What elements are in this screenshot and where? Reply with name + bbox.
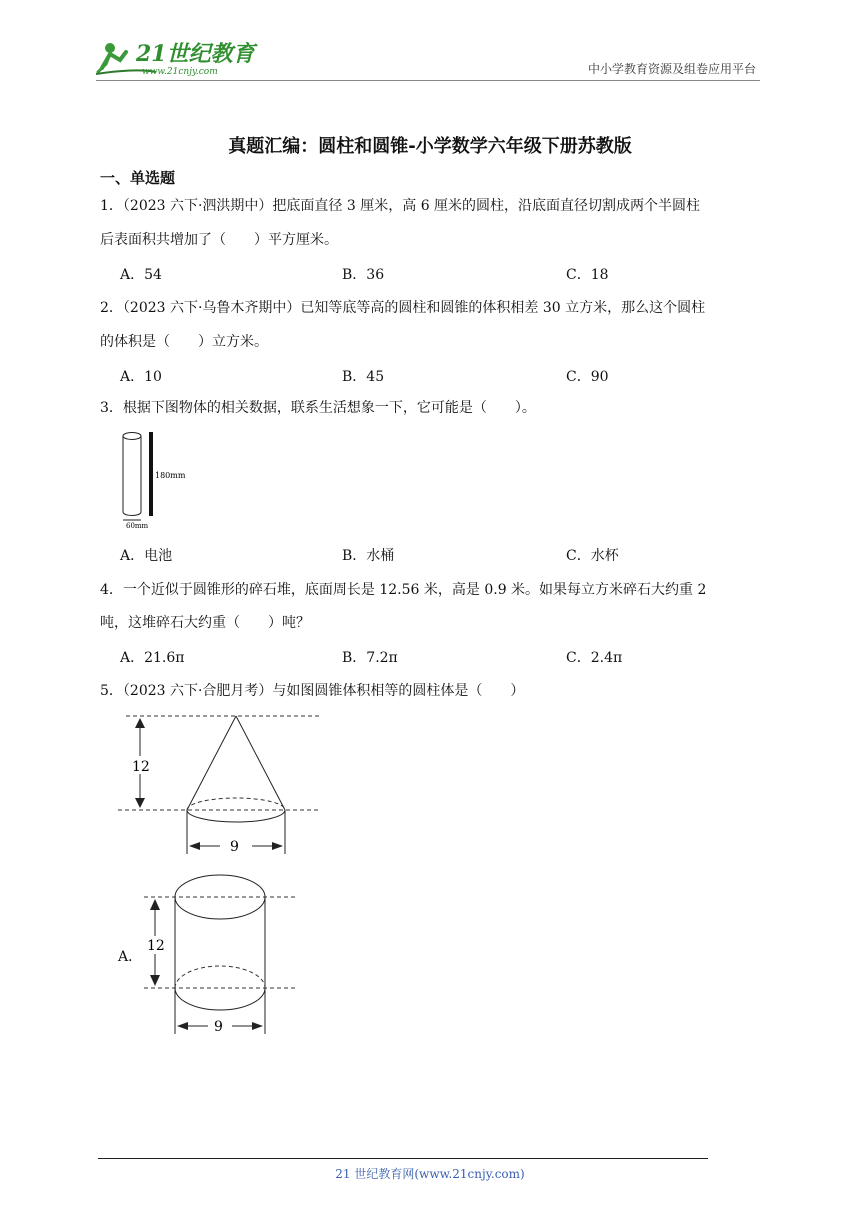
q3-option-a: A．电池: [120, 548, 173, 564]
header-divider: [96, 80, 760, 81]
q5-option-a-cylinder-figure: [140, 868, 300, 1042]
logo-url: www.21cnjy.com: [142, 67, 218, 77]
q3-line1: 3．根据下图物体的相关数据，联系生活想象一下，它可能是（ ）。: [100, 400, 536, 416]
q1-option-b: B．36: [342, 267, 385, 283]
q3-option-b: B．水桶: [342, 548, 395, 564]
q3-height-label: 180mm: [155, 471, 186, 480]
logo-text: 21世纪教育: [136, 41, 255, 67]
q1-option-a: A．54: [120, 267, 162, 283]
q1-line2: 后表面积共增加了（ ）平方厘米。: [100, 232, 338, 248]
q5-line1: 5．（2023 六下·合肥月考）与如图圆锥体积相等的圆柱体是（ ）: [100, 683, 525, 699]
q2-line2: 的体积是（ ）立方米。: [100, 334, 268, 350]
q4-option-a: A．21.6π: [120, 650, 185, 666]
q3-cylinder-figure: [116, 428, 196, 536]
q4-option-b: B．7.2π: [342, 650, 398, 666]
q3-option-c: C．水杯: [566, 548, 619, 564]
q5-cone-height-label: 12: [132, 759, 150, 775]
site-logo: [96, 38, 266, 78]
footer-divider: [98, 1158, 708, 1159]
q2-line1: 2．（2023 六下·乌鲁木齐期中）已知等底等高的圆柱和圆锥的体积相差 30 立方米，那么这个圆柱: [100, 300, 706, 316]
page-title: 真题汇编：圆柱和圆锥-小学数学六年级下册苏教版: [228, 136, 632, 157]
q1-line1: 1．（2023 六下·泗洪期中）把底面直径 3 厘米，高 6 厘米的圆柱，沿底面直径切割成两个半圆柱: [100, 198, 701, 214]
footer-text[interactable]: 21 世纪教育网(www.21cnjy.com): [335, 1167, 525, 1181]
q2-option-a: A．10: [120, 369, 162, 385]
q5-option-a-diameter-label: 9: [214, 1019, 223, 1035]
q4-line2: 吨，这堆碎石大约重（ ）吨？: [100, 615, 310, 631]
q2-option-b: B．45: [342, 369, 385, 385]
q5-cone-figure: [116, 712, 326, 861]
logo-graphic: [96, 38, 266, 78]
q5-option-a-label: A．: [118, 949, 143, 965]
q4-option-c: C．2.4π: [566, 650, 623, 666]
q5-option-a-height-label: 12: [147, 938, 165, 954]
q4-line1: 4．一个近似于圆锥形的碎石堆，底面周长是 12.56 米，高是 0.9 米。如果每立方米碎石大约重 2: [100, 582, 707, 598]
section-heading: 一、单选题: [100, 169, 176, 187]
q2-option-c: C．90: [566, 369, 609, 385]
q1-option-c: C．18: [566, 267, 609, 283]
q5-cone-diameter-label: 9: [230, 839, 239, 855]
q3-width-label: 60mm: [126, 522, 149, 530]
header-platform-text: 中小学教育资源及组卷应用平台: [587, 62, 756, 76]
